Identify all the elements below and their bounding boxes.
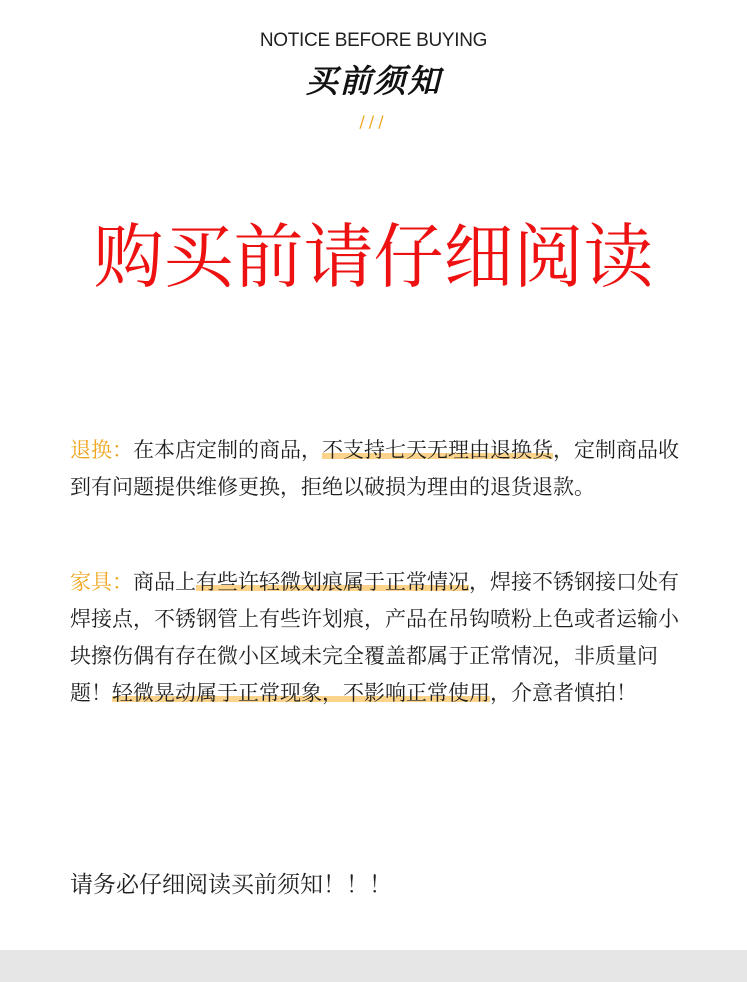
furniture-paragraph [70, 564, 690, 712]
notice-title-english: NOTICE BEFORE BUYING [259, 30, 488, 51]
footer-divider-bar [0, 950, 747, 982]
headline-read-before-purchase: 购买前请仔细阅读 [93, 216, 654, 298]
furniture-text-2: ，焊接不锈钢接口处有焊接点，不锈钢管上有些许划痕，产品在吊钩喷粉上色或者运输小块擦伤偶有存在微小区域未完全覆盖都属于正常情况，非质量问题！ [70, 570, 679, 705]
returns-text-2: ，定制商品收到有问题提供维修更换，拒绝以破损为理由的退货退款。 [70, 438, 679, 499]
furniture-highlight-2: 轻微晃动属于正常现象，不影响正常使用 [112, 681, 490, 705]
returns-paragraph [70, 432, 690, 506]
returns-label: 退换： [70, 438, 133, 462]
notice-title-chinese: 买前须知 [305, 62, 442, 100]
closing-reminder: 请务必仔细阅读买前须知！！！ [70, 872, 392, 898]
furniture-highlight-1: 有些许轻微划痕属于正常情况 [196, 570, 469, 594]
returns-text-1: 在本店定制的商品， [133, 438, 322, 462]
furniture-label: 家具： [70, 570, 133, 594]
furniture-text-3: ，介意者慎拍！ [490, 681, 637, 705]
returns-highlight: 不支持七天无理由退换货 [322, 438, 553, 462]
decorative-slashes: /// [359, 112, 388, 131]
furniture-text-1: 商品上 [133, 570, 196, 594]
